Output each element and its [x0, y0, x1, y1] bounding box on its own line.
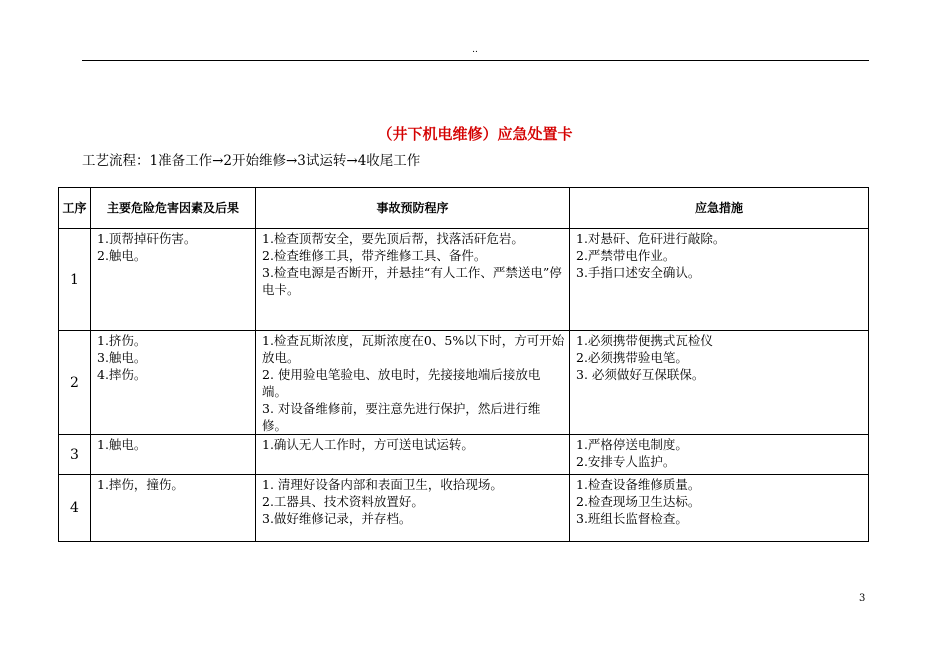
- prevention-cell: [256, 475, 570, 542]
- measure-item: 2.检查现场卫生达标。: [576, 494, 701, 509]
- measure-item: 1.对悬矸、危矸进行敲除。: [576, 231, 726, 246]
- prevention-item: 1.确认无人工作时，方可送电试运转。: [262, 437, 474, 452]
- table-row: [59, 331, 869, 435]
- measures-cell: [570, 475, 869, 542]
- prevention-item: 2. 使用验电笔验电、放电时，先接接地端后接放电端。: [262, 367, 541, 399]
- prevention-cell: [256, 331, 570, 435]
- measure-item: 3. 必须做好互保联保。: [576, 367, 705, 382]
- header-mark: ..: [472, 45, 478, 55]
- emergency-card-table: [58, 187, 869, 542]
- page-title: （井下机电维修）应急处置卡: [377, 125, 573, 143]
- measures-cell: [570, 435, 869, 475]
- prevention-cell: [256, 435, 570, 475]
- prevention-item: 3.做好维修记录，并存档。: [262, 511, 412, 526]
- hazard-item: 1.摔伤，撞伤。: [97, 477, 184, 492]
- step-number: 2: [59, 331, 91, 435]
- page-number: 3: [859, 593, 866, 604]
- header-hazards: 主要危险危害因素及后果: [91, 188, 256, 229]
- hazard-item: 1.触电。: [97, 437, 147, 452]
- step-number: 3: [59, 435, 91, 475]
- hazard-item: 4.摔伤。: [97, 367, 147, 382]
- hazard-item: 1.挤伤。: [97, 333, 147, 348]
- hazards-cell: [91, 475, 256, 542]
- table-header-row: [59, 188, 869, 229]
- step-number: 4: [59, 475, 91, 542]
- prevention-item: 3.检查电源是否断开，并悬挂“有人工作、严禁送电”停电卡。: [262, 265, 562, 297]
- measure-item: 1.检查设备维修质量。: [576, 477, 701, 492]
- table-row: [59, 435, 869, 475]
- measure-item: 1.严格停送电制度。: [576, 437, 688, 452]
- hazard-item: 2.触电。: [97, 248, 147, 263]
- hazards-cell: [91, 435, 256, 475]
- prevention-item: 1.检查瓦斯浓度，瓦斯浓度在0、5%以下时，方可开始放电。: [262, 333, 565, 365]
- measure-item: 2.安排专人监护。: [576, 454, 676, 469]
- measure-item: 3.班组长监督检查。: [576, 511, 688, 526]
- measure-item: 2.严禁带电作业。: [576, 248, 676, 263]
- hazards-cell: [91, 229, 256, 331]
- measure-item: 2.必须携带验电笔。: [576, 350, 688, 365]
- measure-item: 1.必须携带便携式瓦检仪: [576, 333, 713, 348]
- table-row: [59, 229, 869, 331]
- prevention-item: 2.工器具、技术资料放置好。: [262, 494, 424, 509]
- prevention-item: 2.检查维修工具，带齐维修工具、备件。: [262, 248, 487, 263]
- header-step: 工序: [59, 188, 91, 229]
- process-flow: 工艺流程：1准备工作→2开始维修→3试运转→4收尾工作: [82, 153, 421, 169]
- header-measures: 应急措施: [570, 188, 869, 229]
- table-row: [59, 475, 869, 542]
- header-divider: [82, 60, 869, 61]
- hazard-item: 1.顶帮掉矸伤害。: [97, 231, 197, 246]
- hazards-cell: [91, 331, 256, 435]
- hazard-item: 3.触电。: [97, 350, 147, 365]
- prevention-item: 3. 对设备维修前，要注意先进行保护，然后进行维修。: [262, 401, 541, 433]
- prevention-item: 1. 清理好设备内部和表面卫生，收拾现场。: [262, 477, 503, 492]
- measures-cell: [570, 229, 869, 331]
- prevention-cell: [256, 229, 570, 331]
- measure-item: 3.手指口述安全确认。: [576, 265, 701, 280]
- header-prevention: 事故预防程序: [256, 188, 570, 229]
- step-number: 1: [59, 229, 91, 331]
- prevention-item: 1.检查顶帮安全，要先顶后帮，找落活矸危岩。: [262, 231, 524, 246]
- measures-cell: [570, 331, 869, 435]
